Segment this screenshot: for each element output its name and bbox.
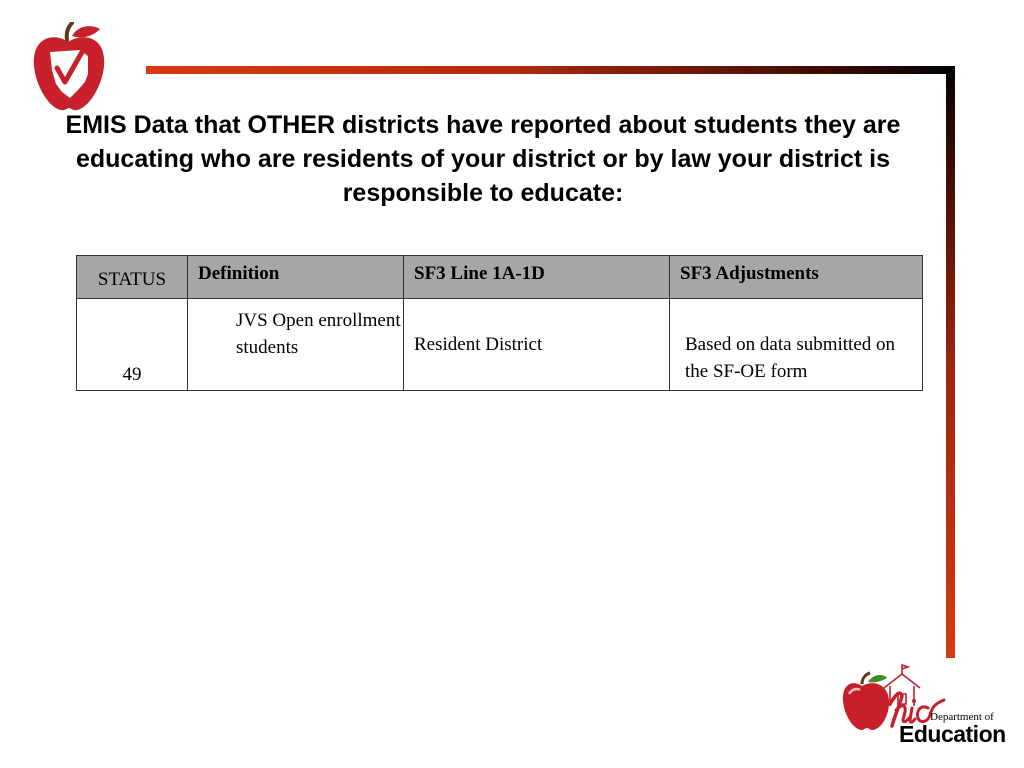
header-sf3-adjustments: SF3 Adjustments [670, 256, 923, 299]
slide-title: EMIS Data that OTHER districts have reported about students they are educating who are residents of your district or by law your district is responsible to educate: [65, 111, 901, 207]
header-definition: Definition [188, 256, 404, 299]
header-status: STATUS [77, 256, 188, 299]
header-sf3-line: SF3 Line 1A-1D [404, 256, 670, 299]
department-of-label: Department of [930, 711, 994, 723]
cell-definition: JVS Open enrollment students [188, 299, 404, 391]
apple-check-icon [30, 22, 108, 114]
right-accent-bar [946, 66, 955, 658]
status-table [76, 255, 923, 391]
top-accent-bar [146, 66, 954, 74]
cell-sf3-adjustments: Based on data submitted on the SF-OE form [670, 299, 923, 391]
table-header-row [77, 256, 923, 299]
ohio-script-text: Ohio [840, 660, 842, 661]
table-row [77, 299, 923, 391]
cell-status: 49 [77, 299, 188, 391]
cell-sf3-line: Resident District [404, 299, 670, 391]
education-label: Education [899, 721, 1006, 747]
